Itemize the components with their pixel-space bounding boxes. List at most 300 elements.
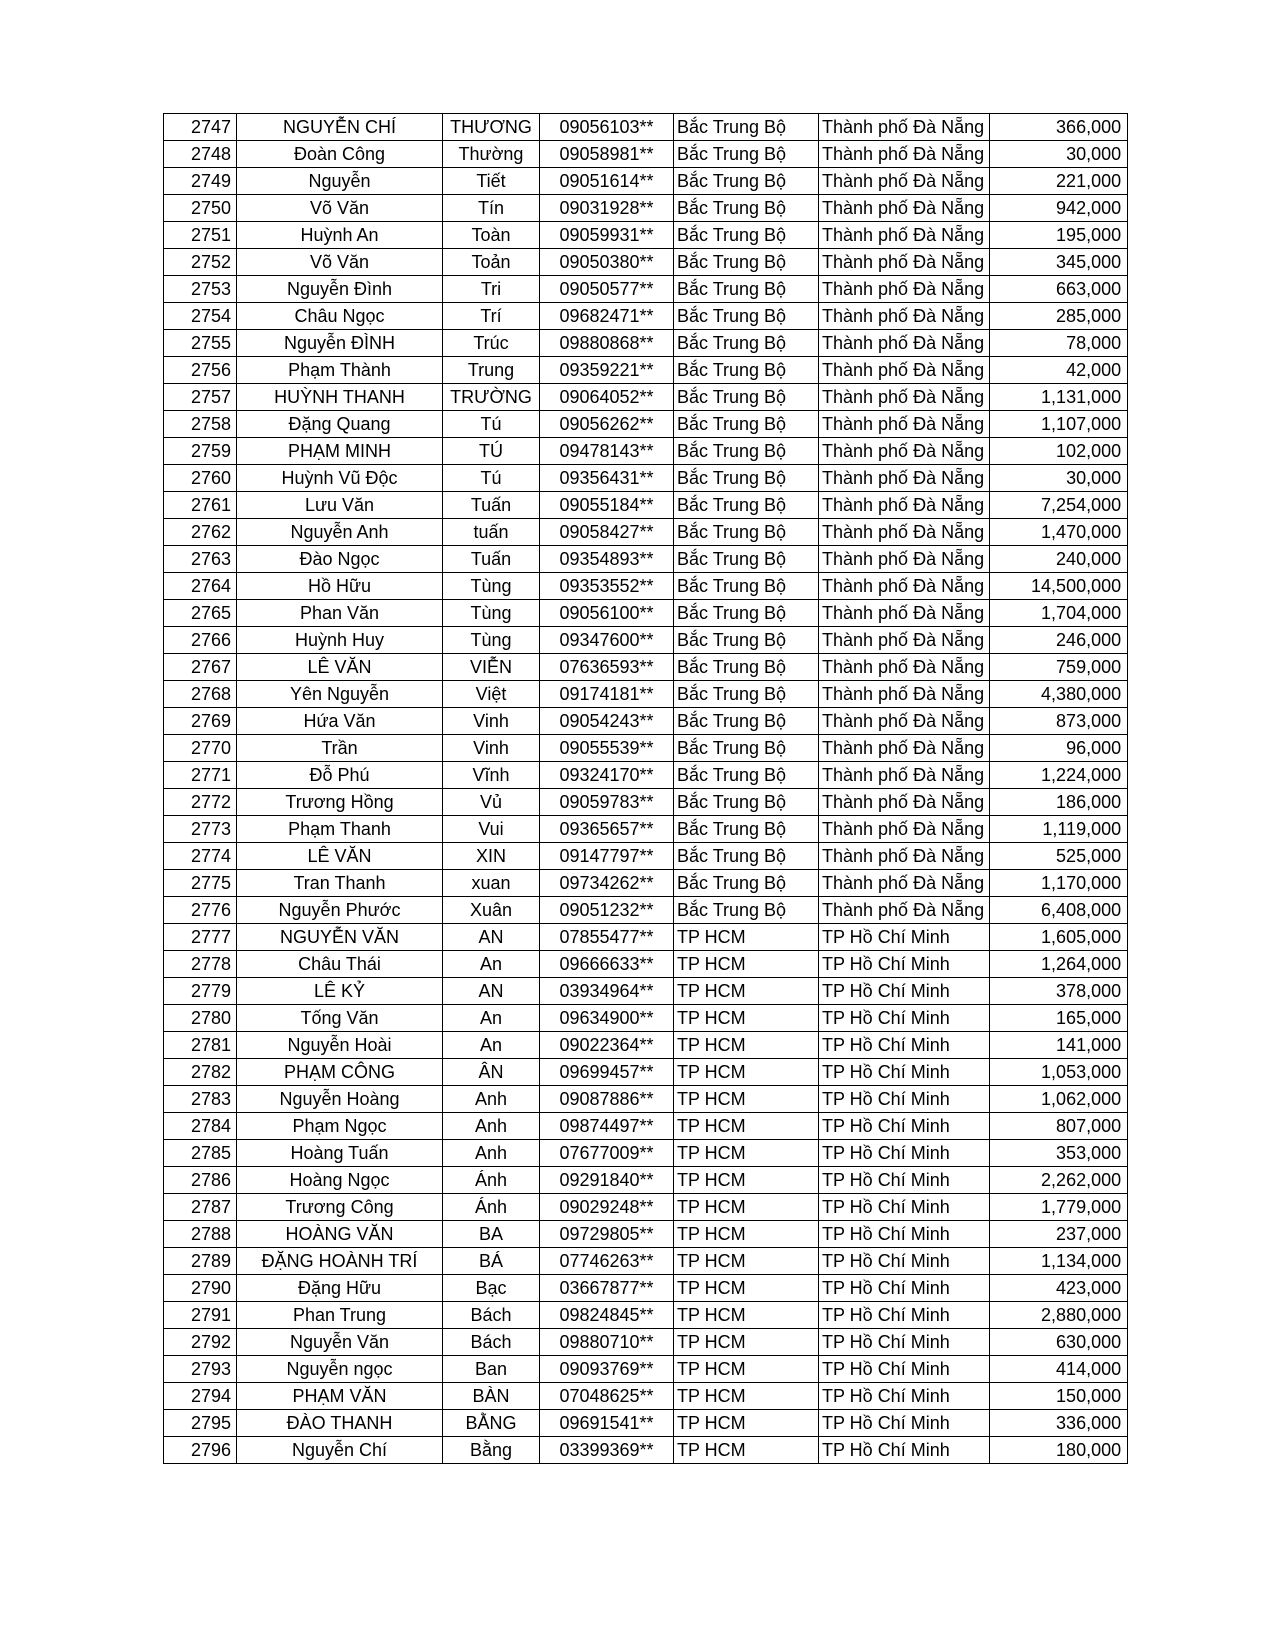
- city-cell: Thành phố Đà Nẵng: [819, 897, 990, 924]
- row-number-cell: 2790: [164, 1275, 237, 1302]
- phone-cell: 09353552**: [540, 573, 674, 600]
- amount-cell: 150,000: [990, 1383, 1128, 1410]
- given-name-cell: BÁ: [443, 1248, 540, 1275]
- given-name-cell: Vinh: [443, 735, 540, 762]
- given-name-cell: Tùng: [443, 600, 540, 627]
- amount-cell: 1,119,000: [990, 816, 1128, 843]
- amount-cell: 942,000: [990, 195, 1128, 222]
- amount-cell: 30,000: [990, 465, 1128, 492]
- given-name-cell: Tùng: [443, 627, 540, 654]
- city-cell: Thành phố Đà Nẵng: [819, 357, 990, 384]
- table-row: [164, 978, 1128, 1005]
- row-number-cell: 2776: [164, 897, 237, 924]
- given-name-cell: Tín: [443, 195, 540, 222]
- row-number-cell: 2752: [164, 249, 237, 276]
- given-name-cell: XIN: [443, 843, 540, 870]
- row-number-cell: 2768: [164, 681, 237, 708]
- given-name-cell: Anh: [443, 1086, 540, 1113]
- city-cell: TP Hồ Chí Minh: [819, 1356, 990, 1383]
- surname-cell: Nguyễn Phước: [237, 897, 443, 924]
- region-cell: Bắc Trung Bộ: [674, 600, 819, 627]
- surname-cell: HOÀNG VĂN: [237, 1221, 443, 1248]
- phone-cell: 09051614**: [540, 168, 674, 195]
- table-row: [164, 654, 1128, 681]
- phone-cell: 09356431**: [540, 465, 674, 492]
- region-cell: Bắc Trung Bộ: [674, 816, 819, 843]
- city-cell: TP Hồ Chí Minh: [819, 1248, 990, 1275]
- surname-cell: Huỳnh Huy: [237, 627, 443, 654]
- amount-cell: 1,062,000: [990, 1086, 1128, 1113]
- surname-cell: PHẠM MINH: [237, 438, 443, 465]
- row-number-cell: 2788: [164, 1221, 237, 1248]
- given-name-cell: BA: [443, 1221, 540, 1248]
- region-cell: Bắc Trung Bộ: [674, 465, 819, 492]
- city-cell: Thành phố Đà Nẵng: [819, 600, 990, 627]
- region-cell: TP HCM: [674, 1140, 819, 1167]
- given-name-cell: Tú: [443, 465, 540, 492]
- given-name-cell: Xuân: [443, 897, 540, 924]
- city-cell: Thành phố Đà Nẵng: [819, 249, 990, 276]
- surname-cell: Trương Công: [237, 1194, 443, 1221]
- city-cell: Thành phố Đà Nẵng: [819, 627, 990, 654]
- region-cell: TP HCM: [674, 1059, 819, 1086]
- region-cell: TP HCM: [674, 1329, 819, 1356]
- phone-cell: 09365657**: [540, 816, 674, 843]
- amount-cell: 1,779,000: [990, 1194, 1128, 1221]
- given-name-cell: Bằng: [443, 1437, 540, 1464]
- city-cell: TP Hồ Chí Minh: [819, 1437, 990, 1464]
- amount-cell: 1,053,000: [990, 1059, 1128, 1086]
- amount-cell: 2,262,000: [990, 1167, 1128, 1194]
- phone-cell: 09824845**: [540, 1302, 674, 1329]
- row-number-cell: 2756: [164, 357, 237, 384]
- city-cell: TP Hồ Chí Minh: [819, 1329, 990, 1356]
- data-table: [163, 113, 1128, 1464]
- phone-cell: 09064052**: [540, 384, 674, 411]
- amount-cell: 1,470,000: [990, 519, 1128, 546]
- given-name-cell: Ánh: [443, 1167, 540, 1194]
- city-cell: Thành phố Đà Nẵng: [819, 843, 990, 870]
- surname-cell: Trương Hồng: [237, 789, 443, 816]
- region-cell: Bắc Trung Bộ: [674, 492, 819, 519]
- city-cell: TP Hồ Chí Minh: [819, 1005, 990, 1032]
- given-name-cell: Bách: [443, 1302, 540, 1329]
- phone-cell: 09478143**: [540, 438, 674, 465]
- surname-cell: Yên Nguyễn: [237, 681, 443, 708]
- phone-cell: 09059931**: [540, 222, 674, 249]
- surname-cell: Nguyễn Văn: [237, 1329, 443, 1356]
- table-row: [164, 1329, 1128, 1356]
- table-row: [164, 762, 1128, 789]
- given-name-cell: Việt: [443, 681, 540, 708]
- given-name-cell: An: [443, 1032, 540, 1059]
- given-name-cell: An: [443, 1005, 540, 1032]
- amount-cell: 78,000: [990, 330, 1128, 357]
- amount-cell: 1,224,000: [990, 762, 1128, 789]
- table-row: [164, 1113, 1128, 1140]
- surname-cell: Hứa Văn: [237, 708, 443, 735]
- amount-cell: 285,000: [990, 303, 1128, 330]
- row-number-cell: 2761: [164, 492, 237, 519]
- phone-cell: 09691541**: [540, 1410, 674, 1437]
- given-name-cell: ÂN: [443, 1059, 540, 1086]
- amount-cell: 165,000: [990, 1005, 1128, 1032]
- region-cell: Bắc Trung Bộ: [674, 843, 819, 870]
- surname-cell: Phạm Thanh: [237, 816, 443, 843]
- phone-cell: 09055539**: [540, 735, 674, 762]
- city-cell: TP Hồ Chí Minh: [819, 978, 990, 1005]
- table-row: [164, 1221, 1128, 1248]
- surname-cell: Châu Ngọc: [237, 303, 443, 330]
- surname-cell: LÊ VĂN: [237, 654, 443, 681]
- given-name-cell: Tuấn: [443, 492, 540, 519]
- region-cell: Bắc Trung Bộ: [674, 303, 819, 330]
- phone-cell: 07746263**: [540, 1248, 674, 1275]
- row-number-cell: 2763: [164, 546, 237, 573]
- phone-cell: 09147797**: [540, 843, 674, 870]
- row-number-cell: 2782: [164, 1059, 237, 1086]
- table-row: [164, 735, 1128, 762]
- row-number-cell: 2753: [164, 276, 237, 303]
- table-body: [164, 114, 1128, 1464]
- surname-cell: Lưu Văn: [237, 492, 443, 519]
- table-row: [164, 1383, 1128, 1410]
- city-cell: TP Hồ Chí Minh: [819, 1140, 990, 1167]
- city-cell: Thành phố Đà Nẵng: [819, 762, 990, 789]
- given-name-cell: AN: [443, 924, 540, 951]
- city-cell: Thành phố Đà Nẵng: [819, 546, 990, 573]
- amount-cell: 366,000: [990, 114, 1128, 141]
- surname-cell: Nguyễn Hoàng: [237, 1086, 443, 1113]
- table-row: [164, 789, 1128, 816]
- surname-cell: Huỳnh Vũ Độc: [237, 465, 443, 492]
- region-cell: Bắc Trung Bộ: [674, 681, 819, 708]
- phone-cell: 09056103**: [540, 114, 674, 141]
- amount-cell: 4,380,000: [990, 681, 1128, 708]
- region-cell: TP HCM: [674, 924, 819, 951]
- row-number-cell: 2791: [164, 1302, 237, 1329]
- region-cell: TP HCM: [674, 1437, 819, 1464]
- table-row: [164, 1032, 1128, 1059]
- given-name-cell: Anh: [443, 1140, 540, 1167]
- phone-cell: 07677009**: [540, 1140, 674, 1167]
- table-row: [164, 681, 1128, 708]
- table-row: [164, 600, 1128, 627]
- phone-cell: 09050577**: [540, 276, 674, 303]
- table-row: [164, 384, 1128, 411]
- city-cell: TP Hồ Chí Minh: [819, 1275, 990, 1302]
- phone-cell: 09880710**: [540, 1329, 674, 1356]
- amount-cell: 345,000: [990, 249, 1128, 276]
- given-name-cell: Tiết: [443, 168, 540, 195]
- surname-cell: Nguyễn Anh: [237, 519, 443, 546]
- amount-cell: 1,264,000: [990, 951, 1128, 978]
- region-cell: TP HCM: [674, 978, 819, 1005]
- surname-cell: Đặng Quang: [237, 411, 443, 438]
- city-cell: Thành phố Đà Nẵng: [819, 303, 990, 330]
- row-number-cell: 2783: [164, 1086, 237, 1113]
- surname-cell: Tống Văn: [237, 1005, 443, 1032]
- phone-cell: 09054243**: [540, 708, 674, 735]
- surname-cell: Hồ Hữu: [237, 573, 443, 600]
- given-name-cell: THƯƠNG: [443, 114, 540, 141]
- surname-cell: Phan Văn: [237, 600, 443, 627]
- surname-cell: Tran Thanh: [237, 870, 443, 897]
- row-number-cell: 2793: [164, 1356, 237, 1383]
- given-name-cell: AN: [443, 978, 540, 1005]
- table-row: [164, 816, 1128, 843]
- amount-cell: 102,000: [990, 438, 1128, 465]
- region-cell: Bắc Trung Bộ: [674, 573, 819, 600]
- table-row: [164, 114, 1128, 141]
- amount-cell: 1,134,000: [990, 1248, 1128, 1275]
- amount-cell: 7,254,000: [990, 492, 1128, 519]
- amount-cell: 180,000: [990, 1437, 1128, 1464]
- city-cell: TP Hồ Chí Minh: [819, 1302, 990, 1329]
- surname-cell: Phạm Ngọc: [237, 1113, 443, 1140]
- phone-cell: 09087886**: [540, 1086, 674, 1113]
- table-row: [164, 357, 1128, 384]
- surname-cell: Phan Trung: [237, 1302, 443, 1329]
- table-row: [164, 1356, 1128, 1383]
- given-name-cell: Toản: [443, 249, 540, 276]
- given-name-cell: Trung: [443, 357, 540, 384]
- region-cell: TP HCM: [674, 1275, 819, 1302]
- row-number-cell: 2757: [164, 384, 237, 411]
- surname-cell: Châu Thái: [237, 951, 443, 978]
- amount-cell: 141,000: [990, 1032, 1128, 1059]
- region-cell: TP HCM: [674, 1383, 819, 1410]
- region-cell: TP HCM: [674, 1302, 819, 1329]
- row-number-cell: 2794: [164, 1383, 237, 1410]
- amount-cell: 759,000: [990, 654, 1128, 681]
- amount-cell: 378,000: [990, 978, 1128, 1005]
- surname-cell: Nguyễn ngọc: [237, 1356, 443, 1383]
- phone-cell: 07855477**: [540, 924, 674, 951]
- row-number-cell: 2751: [164, 222, 237, 249]
- surname-cell: Phạm Thành: [237, 357, 443, 384]
- region-cell: Bắc Trung Bộ: [674, 897, 819, 924]
- city-cell: Thành phố Đà Nẵng: [819, 681, 990, 708]
- table-row: [164, 249, 1128, 276]
- amount-cell: 186,000: [990, 789, 1128, 816]
- city-cell: Thành phố Đà Nẵng: [819, 465, 990, 492]
- region-cell: Bắc Trung Bộ: [674, 195, 819, 222]
- phone-cell: 09682471**: [540, 303, 674, 330]
- row-number-cell: 2748: [164, 141, 237, 168]
- city-cell: Thành phố Đà Nẵng: [819, 168, 990, 195]
- region-cell: Bắc Trung Bộ: [674, 762, 819, 789]
- phone-cell: 09347600**: [540, 627, 674, 654]
- row-number-cell: 2760: [164, 465, 237, 492]
- amount-cell: 1,131,000: [990, 384, 1128, 411]
- phone-cell: 09666633**: [540, 951, 674, 978]
- row-number-cell: 2770: [164, 735, 237, 762]
- region-cell: Bắc Trung Bộ: [674, 519, 819, 546]
- phone-cell: 09055184**: [540, 492, 674, 519]
- row-number-cell: 2762: [164, 519, 237, 546]
- surname-cell: ĐÀO THANH: [237, 1410, 443, 1437]
- region-cell: TP HCM: [674, 1167, 819, 1194]
- city-cell: TP Hồ Chí Minh: [819, 1167, 990, 1194]
- row-number-cell: 2773: [164, 816, 237, 843]
- phone-cell: 07048625**: [540, 1383, 674, 1410]
- table-row: [164, 1140, 1128, 1167]
- table-row: [164, 465, 1128, 492]
- region-cell: Bắc Trung Bộ: [674, 627, 819, 654]
- region-cell: TP HCM: [674, 1248, 819, 1275]
- given-name-cell: An: [443, 951, 540, 978]
- row-number-cell: 2772: [164, 789, 237, 816]
- phone-cell: 09874497**: [540, 1113, 674, 1140]
- amount-cell: 423,000: [990, 1275, 1128, 1302]
- phone-cell: 09359221**: [540, 357, 674, 384]
- city-cell: Thành phố Đà Nẵng: [819, 141, 990, 168]
- phone-cell: 09324170**: [540, 762, 674, 789]
- region-cell: Bắc Trung Bộ: [674, 654, 819, 681]
- given-name-cell: BẰNG: [443, 1410, 540, 1437]
- given-name-cell: TRƯỜNG: [443, 384, 540, 411]
- table-row: [164, 438, 1128, 465]
- surname-cell: NGUYỄN CHÍ: [237, 114, 443, 141]
- city-cell: Thành phố Đà Nẵng: [819, 654, 990, 681]
- phone-cell: 09058427**: [540, 519, 674, 546]
- region-cell: Bắc Trung Bộ: [674, 249, 819, 276]
- amount-cell: 246,000: [990, 627, 1128, 654]
- surname-cell: Đỗ Phú: [237, 762, 443, 789]
- city-cell: Thành phố Đà Nẵng: [819, 573, 990, 600]
- row-number-cell: 2775: [164, 870, 237, 897]
- region-cell: TP HCM: [674, 1005, 819, 1032]
- phone-cell: 09174181**: [540, 681, 674, 708]
- phone-cell: 03399369**: [540, 1437, 674, 1464]
- given-name-cell: Trí: [443, 303, 540, 330]
- row-number-cell: 2766: [164, 627, 237, 654]
- phone-cell: 09880868**: [540, 330, 674, 357]
- city-cell: Thành phố Đà Nẵng: [819, 195, 990, 222]
- surname-cell: Huỳnh An: [237, 222, 443, 249]
- surname-cell: Đào Ngọc: [237, 546, 443, 573]
- table-row: [164, 1275, 1128, 1302]
- row-number-cell: 2759: [164, 438, 237, 465]
- amount-cell: 807,000: [990, 1113, 1128, 1140]
- amount-cell: 1,107,000: [990, 411, 1128, 438]
- phone-cell: 09354893**: [540, 546, 674, 573]
- surname-cell: Trần: [237, 735, 443, 762]
- table-row: [164, 870, 1128, 897]
- amount-cell: 14,500,000: [990, 573, 1128, 600]
- surname-cell: Võ Văn: [237, 195, 443, 222]
- row-number-cell: 2786: [164, 1167, 237, 1194]
- surname-cell: Nguyễn Chí: [237, 1437, 443, 1464]
- phone-cell: 09291840**: [540, 1167, 674, 1194]
- phone-cell: 07636593**: [540, 654, 674, 681]
- given-name-cell: Tuấn: [443, 546, 540, 573]
- row-number-cell: 2747: [164, 114, 237, 141]
- given-name-cell: VIỄN: [443, 654, 540, 681]
- table-row: [164, 1302, 1128, 1329]
- row-number-cell: 2767: [164, 654, 237, 681]
- row-number-cell: 2784: [164, 1113, 237, 1140]
- city-cell: TP Hồ Chí Minh: [819, 1410, 990, 1437]
- table-row: [164, 843, 1128, 870]
- phone-cell: 09699457**: [540, 1059, 674, 1086]
- phone-cell: 03667877**: [540, 1275, 674, 1302]
- city-cell: Thành phố Đà Nẵng: [819, 330, 990, 357]
- table-row: [164, 951, 1128, 978]
- table-row: [164, 1086, 1128, 1113]
- city-cell: Thành phố Đà Nẵng: [819, 276, 990, 303]
- phone-cell: 09729805**: [540, 1221, 674, 1248]
- amount-cell: 873,000: [990, 708, 1128, 735]
- amount-cell: 96,000: [990, 735, 1128, 762]
- city-cell: TP Hồ Chí Minh: [819, 1194, 990, 1221]
- amount-cell: 414,000: [990, 1356, 1128, 1383]
- given-name-cell: Thường: [443, 141, 540, 168]
- table-row: [164, 546, 1128, 573]
- table-row: [164, 1410, 1128, 1437]
- region-cell: TP HCM: [674, 1032, 819, 1059]
- region-cell: Bắc Trung Bộ: [674, 735, 819, 762]
- region-cell: TP HCM: [674, 1194, 819, 1221]
- region-cell: Bắc Trung Bộ: [674, 384, 819, 411]
- city-cell: Thành phố Đà Nẵng: [819, 789, 990, 816]
- surname-cell: NGUYỄN VĂN: [237, 924, 443, 951]
- city-cell: Thành phố Đà Nẵng: [819, 816, 990, 843]
- amount-cell: 30,000: [990, 141, 1128, 168]
- table-row: [164, 627, 1128, 654]
- region-cell: Bắc Trung Bộ: [674, 168, 819, 195]
- region-cell: Bắc Trung Bộ: [674, 114, 819, 141]
- amount-cell: 240,000: [990, 546, 1128, 573]
- city-cell: TP Hồ Chí Minh: [819, 1086, 990, 1113]
- city-cell: Thành phố Đà Nẵng: [819, 492, 990, 519]
- city-cell: Thành phố Đà Nẵng: [819, 870, 990, 897]
- city-cell: Thành phố Đà Nẵng: [819, 438, 990, 465]
- amount-cell: 525,000: [990, 843, 1128, 870]
- row-number-cell: 2781: [164, 1032, 237, 1059]
- city-cell: TP Hồ Chí Minh: [819, 1383, 990, 1410]
- region-cell: Bắc Trung Bộ: [674, 141, 819, 168]
- city-cell: TP Hồ Chí Minh: [819, 1032, 990, 1059]
- phone-cell: 09022364**: [540, 1032, 674, 1059]
- region-cell: TP HCM: [674, 951, 819, 978]
- region-cell: Bắc Trung Bộ: [674, 357, 819, 384]
- city-cell: Thành phố Đà Nẵng: [819, 384, 990, 411]
- region-cell: Bắc Trung Bộ: [674, 330, 819, 357]
- amount-cell: 2,880,000: [990, 1302, 1128, 1329]
- table-row: [164, 1059, 1128, 1086]
- region-cell: TP HCM: [674, 1086, 819, 1113]
- row-number-cell: 2785: [164, 1140, 237, 1167]
- city-cell: Thành phố Đà Nẵng: [819, 519, 990, 546]
- given-name-cell: Vĩnh: [443, 762, 540, 789]
- region-cell: Bắc Trung Bộ: [674, 870, 819, 897]
- row-number-cell: 2765: [164, 600, 237, 627]
- given-name-cell: Toàn: [443, 222, 540, 249]
- table-row: [164, 303, 1128, 330]
- row-number-cell: 2796: [164, 1437, 237, 1464]
- city-cell: TP Hồ Chí Minh: [819, 924, 990, 951]
- amount-cell: 353,000: [990, 1140, 1128, 1167]
- row-number-cell: 2758: [164, 411, 237, 438]
- row-number-cell: 2755: [164, 330, 237, 357]
- given-name-cell: Bạc: [443, 1275, 540, 1302]
- given-name-cell: TÚ: [443, 438, 540, 465]
- amount-cell: 630,000: [990, 1329, 1128, 1356]
- phone-cell: 09029248**: [540, 1194, 674, 1221]
- table-row: [164, 708, 1128, 735]
